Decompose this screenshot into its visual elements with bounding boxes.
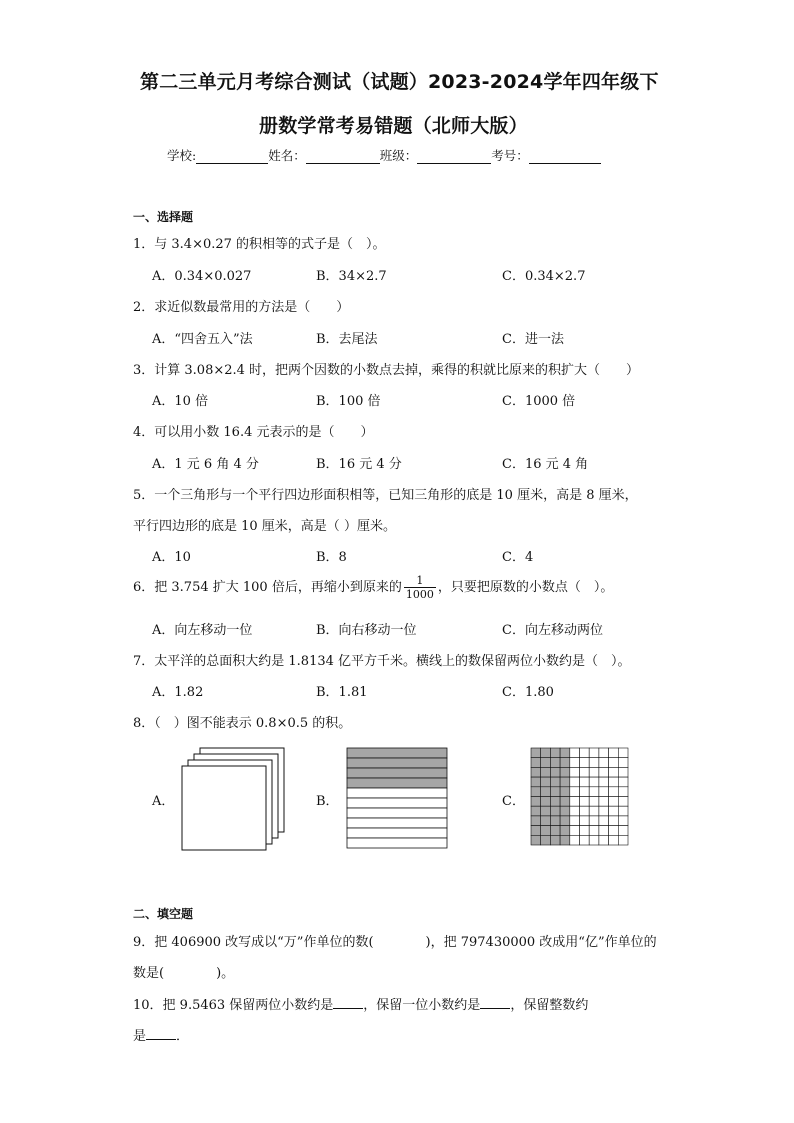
grid-cell xyxy=(580,767,590,777)
class-label: 班级： xyxy=(379,148,418,163)
id-label: 考号： xyxy=(491,148,529,163)
id-field[interactable] xyxy=(529,150,601,164)
q3-option-b[interactable]: B．100 倍 xyxy=(316,394,381,409)
q1-option-b[interactable]: B．34×2.7 xyxy=(316,269,387,284)
grid-cell xyxy=(609,787,619,797)
grid-cell xyxy=(580,797,590,807)
shaded-cell xyxy=(560,835,570,845)
name-label: 姓名： xyxy=(268,148,306,163)
shaded-cell xyxy=(560,826,570,836)
grid-cell xyxy=(609,748,619,758)
grid-cell xyxy=(589,797,599,807)
shaded-cell xyxy=(550,767,560,777)
grid-cell xyxy=(580,816,590,826)
shaded-cell xyxy=(560,816,570,826)
grid-cell xyxy=(599,787,609,797)
shaded-cell xyxy=(550,758,560,768)
shaded-cell xyxy=(541,806,551,816)
grid-cell xyxy=(609,816,619,826)
grid-cell xyxy=(618,816,628,826)
grid-cell xyxy=(599,797,609,807)
grid-cell xyxy=(599,777,609,787)
q6-stem-pre: 6．把 3.754 扩大 100 倍后，再缩小到原来的 xyxy=(133,580,402,595)
row xyxy=(347,838,447,848)
question-9-line1: 9．把 406900 改写成以“万”作单位的数( )，把 797430000 改成用“亿”作单位的 xyxy=(133,935,657,950)
q10-blank-3[interactable] xyxy=(146,1027,176,1040)
grid-cell xyxy=(599,767,609,777)
fraction xyxy=(404,574,436,601)
shaded-cell xyxy=(531,758,541,768)
grid-cell xyxy=(599,806,609,816)
q6-option-a[interactable]: A．向左移动一位 xyxy=(152,623,253,638)
grid-cell xyxy=(618,767,628,777)
grid-cell xyxy=(580,748,590,758)
shaded-row xyxy=(347,778,447,788)
shaded-cell xyxy=(541,758,551,768)
grid-cell xyxy=(589,816,599,826)
stacked-square xyxy=(182,766,266,850)
grid-cell xyxy=(618,806,628,816)
q1-option-a[interactable]: A．0.34×0.027 xyxy=(152,269,252,284)
q3-option-c[interactable]: C．1000 倍 xyxy=(502,394,576,409)
figure-a-stacked-squares[interactable] xyxy=(178,746,288,852)
grid-cell xyxy=(570,777,580,787)
shaded-cell xyxy=(541,826,551,836)
q2-option-b[interactable]: B．去尾法 xyxy=(316,332,378,347)
question-2: 2．求近似数最常用的方法是（ ） xyxy=(133,300,350,315)
grid-cell xyxy=(580,835,590,845)
grid-cell xyxy=(589,787,599,797)
shaded-cell xyxy=(541,835,551,845)
shaded-cell xyxy=(531,797,541,807)
page-title-line1: 第二三单元月考综合测试（试题）2023-2024学年四年级下 xyxy=(140,71,659,93)
name-field[interactable] xyxy=(306,150,380,164)
shaded-cell xyxy=(531,806,541,816)
q6-option-c[interactable]: C．向左移动两位 xyxy=(502,623,603,638)
shaded-row xyxy=(347,748,447,758)
q10-line2-pre: 是 xyxy=(133,1029,147,1044)
shaded-cell xyxy=(550,816,560,826)
q5-option-c[interactable]: C．4 xyxy=(502,550,534,565)
shaded-row xyxy=(347,758,447,768)
shaded-cell xyxy=(560,758,570,768)
shaded-cell xyxy=(550,806,560,816)
grid-cell xyxy=(570,816,580,826)
grid-cell xyxy=(599,826,609,836)
q3-option-a[interactable]: A．10 倍 xyxy=(152,394,209,409)
shaded-cell xyxy=(560,797,570,807)
q10-part1: 10．把 9.5463 保留两位小数约是 xyxy=(133,998,334,1013)
section-fill-title: 二、填空题 xyxy=(133,907,194,921)
shaded-cell xyxy=(550,835,560,845)
q6-option-b[interactable]: B．向右移动一位 xyxy=(316,623,417,638)
grid-cell xyxy=(570,806,580,816)
grid-cell xyxy=(589,826,599,836)
q10-blank-2[interactable] xyxy=(480,996,510,1009)
grid-cell xyxy=(570,748,580,758)
row xyxy=(347,808,447,818)
grid-cell xyxy=(599,835,609,845)
grid-cell xyxy=(609,777,619,787)
fraction-numerator: 1 xyxy=(404,574,436,588)
grid-cell xyxy=(570,767,580,777)
grid-cell xyxy=(599,758,609,768)
grid-cell xyxy=(618,797,628,807)
shaded-cell xyxy=(531,826,541,836)
shaded-cell xyxy=(541,767,551,777)
q2-option-a[interactable]: A．“四舍五入”法 xyxy=(152,332,253,347)
grid-cell xyxy=(609,797,619,807)
q10-blank-1[interactable] xyxy=(333,996,363,1009)
question-3: 3．计算 3.08×2.4 时，把两个因数的小数点去掉，乘得的积就比原来的积扩大（ ） xyxy=(133,363,640,378)
shaded-cell xyxy=(560,806,570,816)
grid-cell xyxy=(570,787,580,797)
row xyxy=(347,828,447,838)
shaded-cell xyxy=(541,748,551,758)
grid-cell xyxy=(580,806,590,816)
grid-cell xyxy=(580,787,590,797)
fraction-denominator: 1000 xyxy=(405,588,434,601)
shaded-cell xyxy=(550,797,560,807)
student-info-row xyxy=(167,146,601,164)
row xyxy=(347,818,447,828)
page-title-line2: 册数学常考易错题（北师大版） xyxy=(259,115,528,137)
grid-cell xyxy=(589,758,599,768)
row xyxy=(347,798,447,808)
grid-cell xyxy=(609,767,619,777)
grid-cell xyxy=(589,806,599,816)
shaded-cell xyxy=(560,748,570,758)
q8-option-b[interactable]: B． xyxy=(316,794,339,809)
row xyxy=(347,788,447,798)
figure-b-striped-square[interactable] xyxy=(346,747,449,849)
question-6 xyxy=(133,574,613,601)
grid-cell xyxy=(618,835,628,845)
shaded-cell xyxy=(531,777,541,787)
grid-cell xyxy=(570,797,580,807)
school-label: 学校: xyxy=(167,148,197,163)
grid-cell xyxy=(609,826,619,836)
q8-option-c[interactable]: C． xyxy=(502,794,525,809)
grid-cell xyxy=(570,826,580,836)
grid-cell xyxy=(618,758,628,768)
shaded-cell xyxy=(541,777,551,787)
shaded-cell xyxy=(531,787,541,797)
q4-option-b[interactable]: B．16 元 4 分 xyxy=(316,457,402,472)
class-field[interactable] xyxy=(417,150,491,164)
q7-option-b[interactable]: B．1.81 xyxy=(316,685,368,700)
question-5-line1: 5．一个三角形与一个平行四边形面积相等，已知三角形的底是 10 厘米，高是 8 厘米， xyxy=(133,488,638,503)
shaded-cell xyxy=(531,767,541,777)
grid-cell xyxy=(589,777,599,787)
q8-option-a[interactable]: A． xyxy=(152,794,175,809)
section-choice-title: 一、选择题 xyxy=(133,210,194,224)
q10-line2-post: ． xyxy=(176,1029,190,1044)
question-5-line2: 平行四边形的底是 10 厘米，高是（ ）厘米。 xyxy=(133,519,396,534)
shaded-cell xyxy=(560,767,570,777)
grid-cell xyxy=(618,777,628,787)
q4-option-c[interactable]: C．16 元 4 角 xyxy=(502,457,589,472)
grid-cell xyxy=(580,777,590,787)
shaded-cell xyxy=(531,835,541,845)
q10-part3: ，保留整数约 xyxy=(510,998,589,1013)
grid-cell xyxy=(618,826,628,836)
grid-cell xyxy=(599,748,609,758)
grid-cell xyxy=(580,758,590,768)
shaded-cell xyxy=(560,787,570,797)
shaded-cell xyxy=(541,797,551,807)
shaded-cell xyxy=(550,826,560,836)
grid-cell xyxy=(589,835,599,845)
grid-cell xyxy=(580,826,590,836)
shaded-cell xyxy=(550,777,560,787)
question-1: 1．与 3.4×0.27 的积相等的式子是（ ）。 xyxy=(133,237,386,252)
grid-cell xyxy=(589,767,599,777)
q4-option-a[interactable]: A．1 元 6 角 4 分 xyxy=(152,457,259,472)
q5-option-a[interactable]: A．10 xyxy=(152,550,191,565)
grid-cell xyxy=(609,758,619,768)
grid-cell xyxy=(589,748,599,758)
question-7: 7．太平洋的总面积大约是 1.8134 亿平方千米。横线上的数保留两位小数约是（ ）。 xyxy=(133,654,631,669)
question-10-line1 xyxy=(133,994,588,1013)
shaded-cell xyxy=(550,748,560,758)
shaded-cell xyxy=(541,816,551,826)
grid-cell xyxy=(618,787,628,797)
q10-part2: ，保留一位小数约是 xyxy=(363,998,481,1013)
grid-cell xyxy=(570,835,580,845)
grid-cell xyxy=(599,816,609,826)
q7-option-a[interactable]: A．1.82 xyxy=(152,685,204,700)
q1-option-c[interactable]: C．0.34×2.7 xyxy=(502,269,586,284)
grid-cell xyxy=(618,748,628,758)
figure-c-grid-square[interactable] xyxy=(530,747,630,847)
grid-cell xyxy=(609,835,619,845)
shaded-cell xyxy=(560,777,570,787)
shaded-cell xyxy=(531,748,541,758)
q5-option-b[interactable]: B．8 xyxy=(316,550,347,565)
q6-stem-post: ，只要把原数的小数点（ ）。 xyxy=(437,580,614,595)
q7-option-c[interactable]: C．1.80 xyxy=(502,685,554,700)
question-4: 4．可以用小数 16.4 元表示的是（ ） xyxy=(133,425,374,440)
question-9-line2: 数是( )。 xyxy=(133,966,235,981)
grid-cell xyxy=(609,806,619,816)
shaded-cell xyxy=(531,816,541,826)
shaded-cell xyxy=(541,787,551,797)
shaded-row xyxy=(347,768,447,778)
grid-cell xyxy=(570,758,580,768)
shaded-cell xyxy=(550,787,560,797)
question-10-line2 xyxy=(133,1025,189,1044)
question-8: 8．（ ）图不能表示 0.8×0.5 的积。 xyxy=(133,716,352,731)
q2-option-c[interactable]: C．进一法 xyxy=(502,332,564,347)
school-field[interactable] xyxy=(196,150,268,164)
